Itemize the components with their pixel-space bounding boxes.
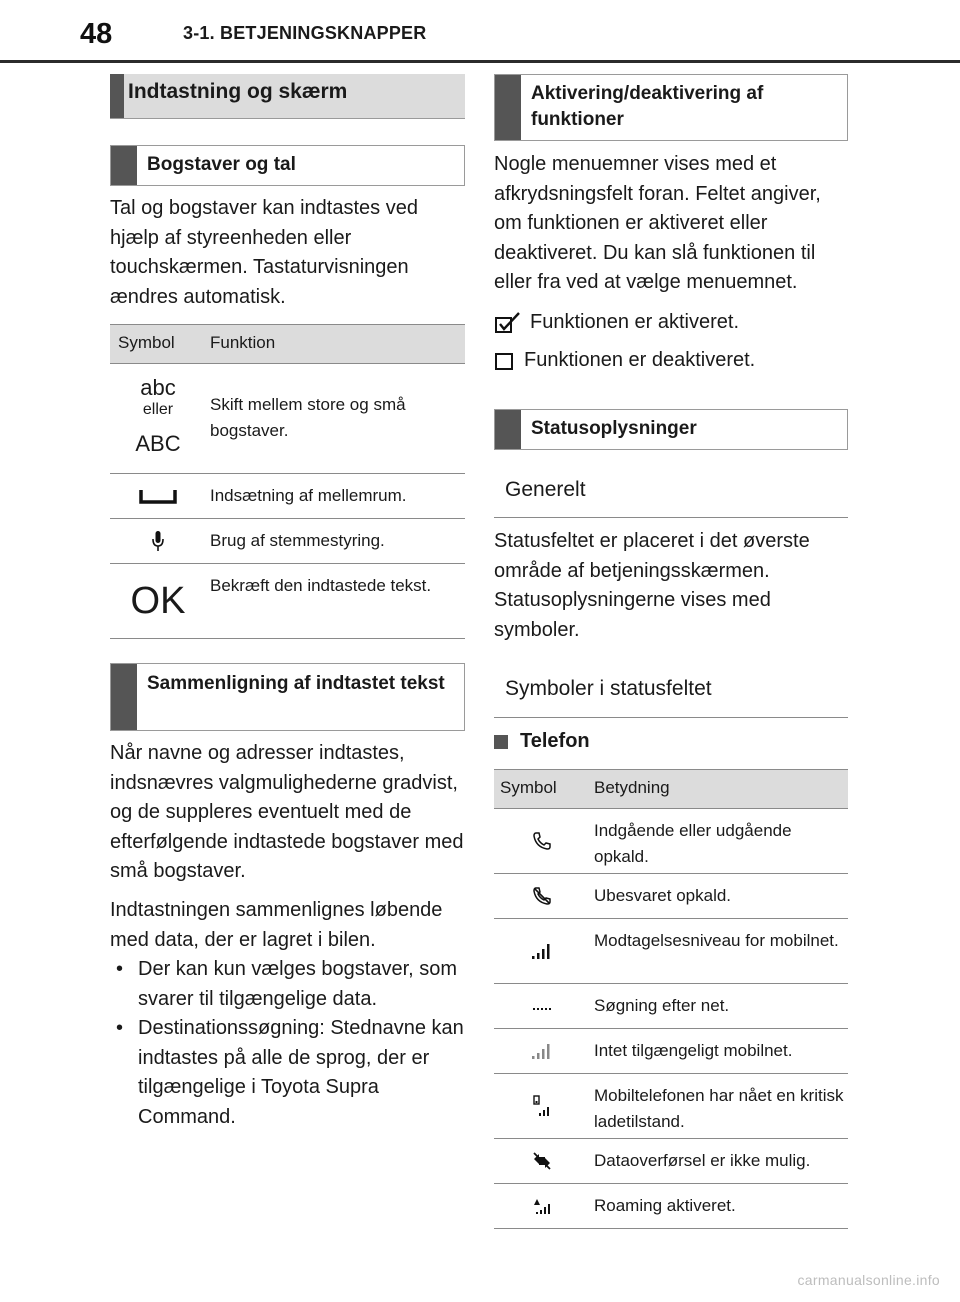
bullet-list: [110, 955, 465, 1132]
table-header: Symbol Funktion: [110, 324, 465, 363]
ok-symbol: OK: [130, 580, 186, 622]
list-item: • Der kan kun vælges bogstaver, som svarer til tilgængelige data.: [110, 955, 465, 1014]
subsection-general: Generelt: [494, 478, 848, 518]
unchecked-line: Funktionen er deaktiveret.: [494, 349, 755, 372]
table-row: Søgning efter net.: [494, 983, 848, 1028]
table-row: OK Bekræft den indtastede tekst.: [110, 563, 465, 639]
input-symbols-table: [110, 324, 465, 639]
table-row: Mobiltelefonen har nået en kritisk ladetilstand.: [494, 1073, 848, 1138]
table-row: Ubesvaret opkald.: [494, 873, 848, 918]
microphone-icon: [151, 530, 165, 552]
roaming-icon: [531, 1197, 553, 1215]
subheading-status: Statusoplysninger: [494, 409, 848, 450]
subheading-compare: Sammenligning af indtastet tekst: [110, 663, 465, 731]
no-network-icon: [531, 1042, 553, 1060]
table-row: Brug af stemmestyring.: [110, 518, 465, 563]
case-switch-symbol: abc eller ABC: [135, 374, 181, 456]
activation-paragraph: Nogle menuemner vises med et afkrydsningsfelt foran. Feltet angiver, om funktionen er aktiveret eller deaktiveret. Du kan slå funktionen til eller fra ved at vælge menuemnet.: [494, 153, 821, 293]
status-paragraph: Statusfeltet er placeret i det øverste område af betjeningsskærmen. Statusoplysningerne vises med symboler.: [494, 530, 810, 641]
network-search-icon: [532, 1001, 552, 1011]
missed-call-icon: [532, 886, 552, 906]
unchecked-box-icon: [494, 350, 516, 372]
space-bar-icon: [139, 488, 177, 504]
table-row: Dataoverførsel er ikke mulig.: [494, 1138, 848, 1183]
table-row: Indsætning af mellemrum.: [110, 473, 465, 518]
page-number: 48: [80, 18, 113, 50]
page-header: [0, 0, 960, 70]
low-battery-icon: [531, 1095, 553, 1117]
checked-line: Funktionen er aktiveret.: [494, 310, 739, 334]
header-rule: [0, 60, 960, 63]
square-bullet-icon: [494, 735, 508, 749]
subheading-letters: Bogstaver og tal: [110, 145, 465, 186]
section-heading: [110, 74, 465, 119]
chapter-title: 3-1. BETJENINGSKNAPPER: [183, 23, 427, 43]
table-row: Modtagelsesniveau for mobilnet.: [494, 918, 848, 983]
status-symbols-table: [494, 769, 848, 1229]
signal-strength-icon: [531, 942, 553, 960]
table-row: Intet tilgængeligt mobilnet.: [494, 1028, 848, 1073]
watermark: carmanualsonline.info: [797, 1272, 940, 1288]
compare-paragraph: Når navne og adresser indtastes, indsnævres valgmulighederne gradvist, og de suppleres eventuelt med de efterfølgende indtastede bogstaver med små bogstaver.: [110, 742, 464, 882]
section-heading-text: Indtastning og skærm: [128, 80, 348, 103]
subheading-activation: Aktivering/deaktivering af funktioner: [494, 74, 848, 141]
table-row: abc eller ABC Skift mellem store og små bogstaver.: [110, 363, 465, 473]
phone-call-icon: [532, 831, 552, 851]
table-header: Symbol Betydning: [494, 769, 848, 808]
table-row: Indgående eller udgående opkald.: [494, 808, 848, 873]
intro-paragraph: Tal og bogstaver kan indtastes ved hjælp af styreenheden eller touchskærmen. Tastaturvisningen ændres automatisk.: [110, 197, 418, 308]
checked-box-icon: [494, 310, 522, 334]
telefon-heading: Telefon: [494, 730, 590, 753]
compare-paragraph-2: Indtastningen sammenlignes løbende med data, der er lagret i bilen.: [110, 899, 443, 951]
no-data-icon: [531, 1151, 553, 1171]
subsection-symbols: Symboler i statusfeltet: [494, 677, 848, 718]
list-item: • Destinationssøgning: Stednavne kan indtastes på alle de sprog, der er tilgængelige i Toyota Supra Command.: [110, 1014, 465, 1132]
table-row: Roaming aktiveret.: [494, 1183, 848, 1229]
